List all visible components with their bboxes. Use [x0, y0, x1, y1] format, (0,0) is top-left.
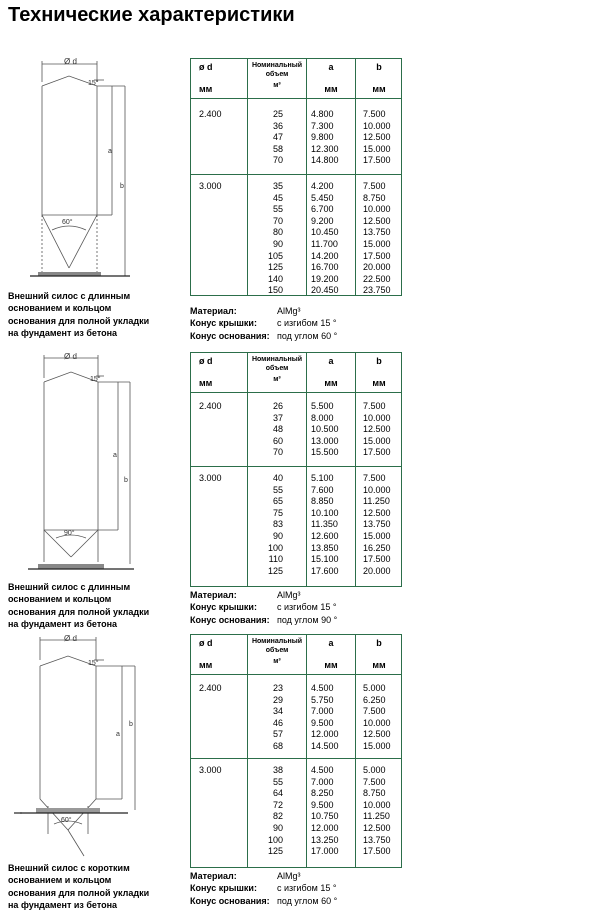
header-b-unit: мм — [372, 84, 386, 94]
group-diameter: 3.000 — [199, 765, 222, 775]
cell-volume: 64 — [272, 788, 283, 799]
dimension-b-label: b — [124, 477, 128, 484]
cell-volume: 23 — [272, 683, 283, 693]
table-row — [191, 227, 401, 239]
cell-a: 12.000 — [311, 729, 339, 740]
cell-b: 15.000 — [363, 740, 391, 751]
cell-b: 7.500 — [363, 473, 386, 483]
cell-b: 13.750 — [363, 519, 391, 530]
caption-line: основанием и кольцом — [8, 594, 112, 605]
table-row — [191, 706, 401, 718]
material-label: Конус основания: — [190, 895, 270, 906]
material-value: под углом 90 ° — [277, 614, 338, 625]
material-label: Конус крышки: — [190, 883, 257, 894]
header-volume: Номинальный объем — [251, 638, 303, 654]
cell-b: 12.500 — [363, 507, 391, 518]
material-value: под углом 60 ° — [277, 330, 338, 341]
cell-volume: 60 — [272, 435, 283, 446]
cell-a: 9.800 — [311, 132, 334, 143]
cell-volume: 100 — [267, 834, 283, 845]
material-value: с изгибом 15 ° — [277, 602, 337, 613]
cell-a: 17.600 — [311, 565, 339, 576]
cell-a: 16.700 — [311, 262, 339, 273]
cell-b: 6.250 — [363, 694, 386, 705]
header-a-unit: мм — [324, 660, 338, 670]
diameter-group — [191, 393, 401, 467]
cell-a: 15.100 — [311, 554, 339, 565]
cell-volume: 83 — [272, 519, 283, 530]
table-row — [191, 285, 401, 297]
header-b: b — [376, 356, 382, 366]
cell-b: 17.500 — [363, 155, 391, 166]
header-volume-unit: м³ — [273, 376, 281, 383]
cell-b: 13.750 — [363, 227, 391, 238]
cell-volume: 72 — [272, 799, 283, 810]
header-b-unit: мм — [372, 378, 386, 388]
roof-angle-label: 15° — [90, 376, 101, 383]
cell-volume: 55 — [272, 204, 283, 215]
table-row — [191, 543, 401, 555]
table-header — [191, 353, 401, 393]
cell-b: 7.500 — [363, 109, 386, 119]
caption-line: Внешний силос с длинным — [8, 291, 131, 301]
caption-line: на фундамент из бетона — [8, 328, 118, 339]
material-label: Материал: — [190, 871, 237, 881]
cell-volume: 100 — [267, 542, 283, 553]
cell-volume: 125 — [267, 262, 283, 273]
header-diameter-unit: мм — [199, 660, 213, 670]
header-volume-unit: м³ — [273, 82, 281, 89]
table-row — [191, 401, 401, 413]
table-header — [191, 635, 401, 675]
header-diameter: ø d — [199, 62, 213, 72]
cell-b: 5.000 — [363, 683, 386, 693]
cell-b: 8.750 — [363, 192, 386, 203]
table-row — [191, 519, 401, 531]
diameter-group — [191, 467, 401, 586]
header-a: a — [328, 62, 334, 72]
caption-line: Внешний силос с длинным — [8, 582, 131, 592]
table-row — [191, 251, 401, 263]
cell-volume: 45 — [272, 192, 283, 203]
cell-b: 20.000 — [363, 262, 391, 273]
cell-b: 17.500 — [363, 447, 391, 458]
group-diameter: 2.400 — [199, 109, 222, 119]
cell-b: 7.500 — [363, 776, 386, 787]
roof-angle-label: 15° — [88, 660, 99, 667]
cell-volume: 37 — [272, 412, 283, 423]
table-row — [191, 274, 401, 286]
silo-drawing — [0, 58, 160, 283]
cell-volume: 46 — [272, 717, 283, 728]
cell-a: 13.250 — [311, 834, 339, 845]
page-title: Технические характеристики — [8, 4, 295, 26]
cell-volume: 34 — [272, 706, 283, 717]
cell-a: 10.500 — [311, 424, 339, 435]
cone-angle-label: 90° — [64, 530, 75, 537]
cell-b: 17.500 — [363, 846, 391, 857]
caption-line: основанием и кольцом — [8, 303, 112, 314]
diameter-group — [191, 759, 401, 867]
table-row — [191, 436, 401, 448]
cell-b: 7.500 — [363, 181, 386, 191]
silo-drawing — [0, 634, 160, 859]
cell-a: 19.200 — [311, 273, 339, 284]
dimension-b-label: b — [129, 721, 133, 728]
cell-volume: 65 — [272, 496, 283, 507]
table-row — [191, 216, 401, 228]
cell-b: 12.500 — [363, 729, 391, 740]
cell-volume: 55 — [272, 484, 283, 495]
cell-volume: 25 — [272, 109, 283, 119]
cell-a: 9.200 — [311, 215, 334, 226]
cell-volume: 80 — [272, 227, 283, 238]
cell-a: 14.800 — [311, 155, 339, 166]
silo-section-long-base-90 — [0, 352, 589, 630]
cell-a: 11.700 — [311, 238, 338, 249]
cell-volume: 26 — [272, 401, 283, 411]
cell-b: 7.500 — [363, 706, 386, 717]
table-row — [191, 846, 401, 858]
cell-volume: 82 — [272, 811, 283, 822]
material-value: AlMg³ — [277, 306, 301, 316]
cell-volume: 125 — [267, 846, 283, 857]
table-row — [191, 144, 401, 156]
table-row — [191, 424, 401, 436]
cell-a: 20.450 — [311, 285, 339, 296]
cell-b: 20.000 — [363, 565, 391, 576]
silo-drawing-svg — [0, 634, 160, 859]
silo-drawing — [0, 352, 160, 577]
cell-b: 10.000 — [363, 717, 391, 728]
cell-a: 6.700 — [311, 204, 334, 215]
cell-b: 5.000 — [363, 765, 386, 775]
cell-b: 22.500 — [363, 273, 391, 284]
section-caption — [8, 581, 183, 631]
cell-a: 7.000 — [311, 776, 334, 787]
header-diameter: ø d — [199, 638, 213, 648]
diameter-group — [191, 175, 401, 295]
table-row — [191, 239, 401, 251]
header-diameter-unit: мм — [199, 378, 213, 388]
cell-volume: 110 — [268, 554, 283, 565]
table-row — [191, 777, 401, 789]
cell-a: 10.450 — [311, 227, 339, 238]
header-volume-unit: м³ — [273, 658, 281, 665]
section-caption — [8, 290, 183, 340]
group-diameter: 2.400 — [199, 683, 222, 693]
cell-b: 15.000 — [363, 435, 391, 446]
material-label: Конус крышки: — [190, 602, 257, 613]
cell-a: 12.000 — [311, 822, 339, 833]
cell-b: 15.000 — [363, 530, 391, 541]
table-header — [191, 59, 401, 99]
material-value: под углом 60 ° — [277, 895, 338, 906]
cell-b: 7.500 — [363, 401, 386, 411]
table-row — [191, 718, 401, 730]
cell-b: 10.000 — [363, 204, 391, 215]
cell-volume: 70 — [272, 447, 283, 458]
cell-volume: 150 — [267, 285, 283, 296]
cell-volume: 38 — [272, 765, 283, 775]
caption-line: основания для полной укладки — [8, 315, 150, 326]
group-diameter: 2.400 — [199, 401, 222, 411]
table-row — [191, 485, 401, 497]
table-row — [191, 121, 401, 133]
material-label: Конус крышки: — [190, 318, 257, 329]
cell-volume: 29 — [272, 694, 283, 705]
cell-volume: 36 — [272, 120, 283, 131]
diameter-group — [191, 675, 401, 759]
cell-a: 10.750 — [311, 811, 339, 822]
cell-b: 10.000 — [363, 799, 391, 810]
header-diameter: ø d — [199, 356, 213, 366]
cell-a: 10.100 — [311, 507, 339, 518]
caption-line: основания для полной укладки — [8, 606, 150, 617]
cell-a: 13.000 — [311, 435, 339, 446]
table-row — [191, 800, 401, 812]
spec-table — [190, 58, 402, 296]
cell-b: 11.250 — [363, 496, 390, 507]
cell-volume: 58 — [272, 143, 283, 154]
cell-a: 12.600 — [311, 530, 339, 541]
table-row — [191, 508, 401, 520]
diameter-label: Ø d — [64, 634, 77, 643]
cone-angle-label: 60° — [61, 817, 72, 824]
cell-a: 14.200 — [311, 250, 339, 261]
cell-a: 4.500 — [311, 683, 334, 693]
cell-volume: 75 — [272, 507, 283, 518]
silo-drawing-svg — [0, 58, 160, 283]
cell-b: 12.500 — [363, 132, 391, 143]
cell-a: 5.750 — [311, 694, 334, 705]
table-row — [191, 473, 401, 485]
cell-b: 10.000 — [363, 412, 391, 423]
section-caption — [8, 862, 183, 912]
material-label: Материал: — [190, 306, 237, 316]
table-row — [191, 109, 401, 121]
table-row — [191, 811, 401, 823]
table-row — [191, 788, 401, 800]
cell-a: 4.200 — [311, 181, 334, 191]
dimension-a-label: a — [108, 148, 112, 155]
cell-a: 15.500 — [311, 447, 339, 458]
cell-volume: 47 — [272, 132, 283, 143]
cell-a: 8.000 — [311, 412, 334, 423]
header-volume: Номинальный объем — [251, 62, 303, 78]
cell-b: 17.500 — [363, 250, 391, 261]
cell-a: 5.100 — [311, 473, 334, 483]
material-value: AlMg³ — [277, 590, 301, 600]
material-label: Конус основания: — [190, 330, 270, 341]
silo-section-short-base-60 — [0, 634, 589, 910]
cell-a: 7.000 — [311, 706, 334, 717]
header-a-unit: мм — [324, 378, 338, 388]
diameter-label: Ø d — [64, 352, 77, 361]
caption-line: Внешний силос с коротким — [8, 863, 130, 873]
table-row — [191, 729, 401, 741]
material-label: Материал: — [190, 590, 237, 600]
cell-volume: 140 — [267, 273, 283, 284]
table-row — [191, 193, 401, 205]
table-row — [191, 823, 401, 835]
table-row — [191, 413, 401, 425]
table-row — [191, 132, 401, 144]
header-a: a — [328, 638, 334, 648]
cell-b: 8.750 — [363, 788, 386, 799]
cell-volume: 90 — [272, 822, 283, 833]
cell-b: 11.250 — [363, 811, 390, 822]
cell-volume: 68 — [272, 740, 283, 751]
dimension-a-label: a — [113, 452, 117, 459]
cell-volume: 105 — [267, 250, 283, 261]
caption-line: основания для полной укладки — [8, 887, 150, 898]
cell-volume: 125 — [267, 565, 283, 576]
group-diameter: 3.000 — [199, 473, 222, 483]
cell-a: 12.300 — [311, 143, 339, 154]
material-label: Конус основания: — [190, 614, 270, 625]
cell-volume: 70 — [272, 215, 283, 226]
cell-a: 13.850 — [311, 542, 339, 553]
cell-b: 15.000 — [363, 143, 391, 154]
dimension-a-label: a — [116, 731, 120, 738]
table-row — [191, 181, 401, 193]
cell-a: 11.350 — [311, 519, 338, 530]
caption-line: основанием и кольцом — [8, 875, 112, 886]
roof-angle-label: 15° — [88, 80, 99, 87]
table-row — [191, 566, 401, 578]
header-diameter-unit: мм — [199, 84, 213, 94]
cell-a: 8.250 — [311, 788, 334, 799]
cell-b: 16.250 — [363, 542, 391, 553]
cell-b: 17.500 — [363, 554, 391, 565]
cell-volume: 55 — [272, 776, 283, 787]
cell-a: 5.500 — [311, 401, 334, 411]
cell-a: 9.500 — [311, 717, 334, 728]
silo-drawing-svg — [0, 352, 160, 577]
material-value: с изгибом 15 ° — [277, 883, 337, 894]
cell-a: 14.500 — [311, 740, 339, 751]
silo-section-long-base-60 — [0, 58, 589, 343]
cell-b: 12.500 — [363, 215, 391, 226]
table-row — [191, 496, 401, 508]
table-row — [191, 531, 401, 543]
cell-b: 12.500 — [363, 424, 391, 435]
table-row — [191, 204, 401, 216]
cell-a: 9.500 — [311, 799, 334, 810]
table-row — [191, 835, 401, 847]
header-b: b — [376, 638, 382, 648]
cell-b: 13.750 — [363, 834, 391, 845]
cell-volume: 90 — [272, 530, 283, 541]
cell-volume: 90 — [272, 238, 283, 249]
header-volume: Номинальный объем — [251, 356, 303, 372]
material-value: AlMg³ — [277, 871, 301, 881]
table-row — [191, 262, 401, 274]
cell-volume: 57 — [272, 729, 283, 740]
table-row — [191, 683, 401, 695]
diameter-label: Ø d — [64, 58, 77, 66]
cell-b: 10.000 — [363, 484, 391, 495]
header-b: b — [376, 62, 382, 72]
header-b-unit: мм — [372, 660, 386, 670]
cell-b: 12.500 — [363, 822, 391, 833]
caption-line: на фундамент из бетона — [8, 619, 118, 630]
cell-a: 17.000 — [311, 846, 339, 857]
material-value: с изгибом 15 ° — [277, 318, 337, 329]
cell-volume: 70 — [272, 155, 283, 166]
table-row — [191, 741, 401, 753]
cell-b: 15.000 — [363, 238, 391, 249]
table-row — [191, 765, 401, 777]
cell-a: 5.450 — [311, 192, 334, 203]
header-a: a — [328, 356, 334, 366]
caption-line: на фундамент из бетона — [8, 900, 118, 911]
cell-a: 4.500 — [311, 765, 334, 775]
cell-a: 4.800 — [311, 109, 334, 119]
cell-a: 7.300 — [311, 120, 334, 131]
cell-b: 10.000 — [363, 120, 391, 131]
cone-angle-label: 60° — [62, 219, 73, 226]
cell-a: 8.850 — [311, 496, 334, 507]
group-diameter: 3.000 — [199, 181, 222, 191]
diameter-group — [191, 99, 401, 175]
dimension-b-label: b — [120, 183, 124, 190]
cell-b: 23.750 — [363, 285, 391, 296]
table-row — [191, 447, 401, 459]
table-row — [191, 695, 401, 707]
table-row — [191, 554, 401, 566]
header-a-unit: мм — [324, 84, 338, 94]
spec-table — [190, 352, 402, 587]
cell-a: 7.600 — [311, 484, 334, 495]
table-row — [191, 155, 401, 167]
cell-volume: 35 — [272, 181, 283, 191]
cell-volume: 40 — [272, 473, 283, 483]
spec-table — [190, 634, 402, 868]
cell-volume: 48 — [272, 424, 283, 435]
